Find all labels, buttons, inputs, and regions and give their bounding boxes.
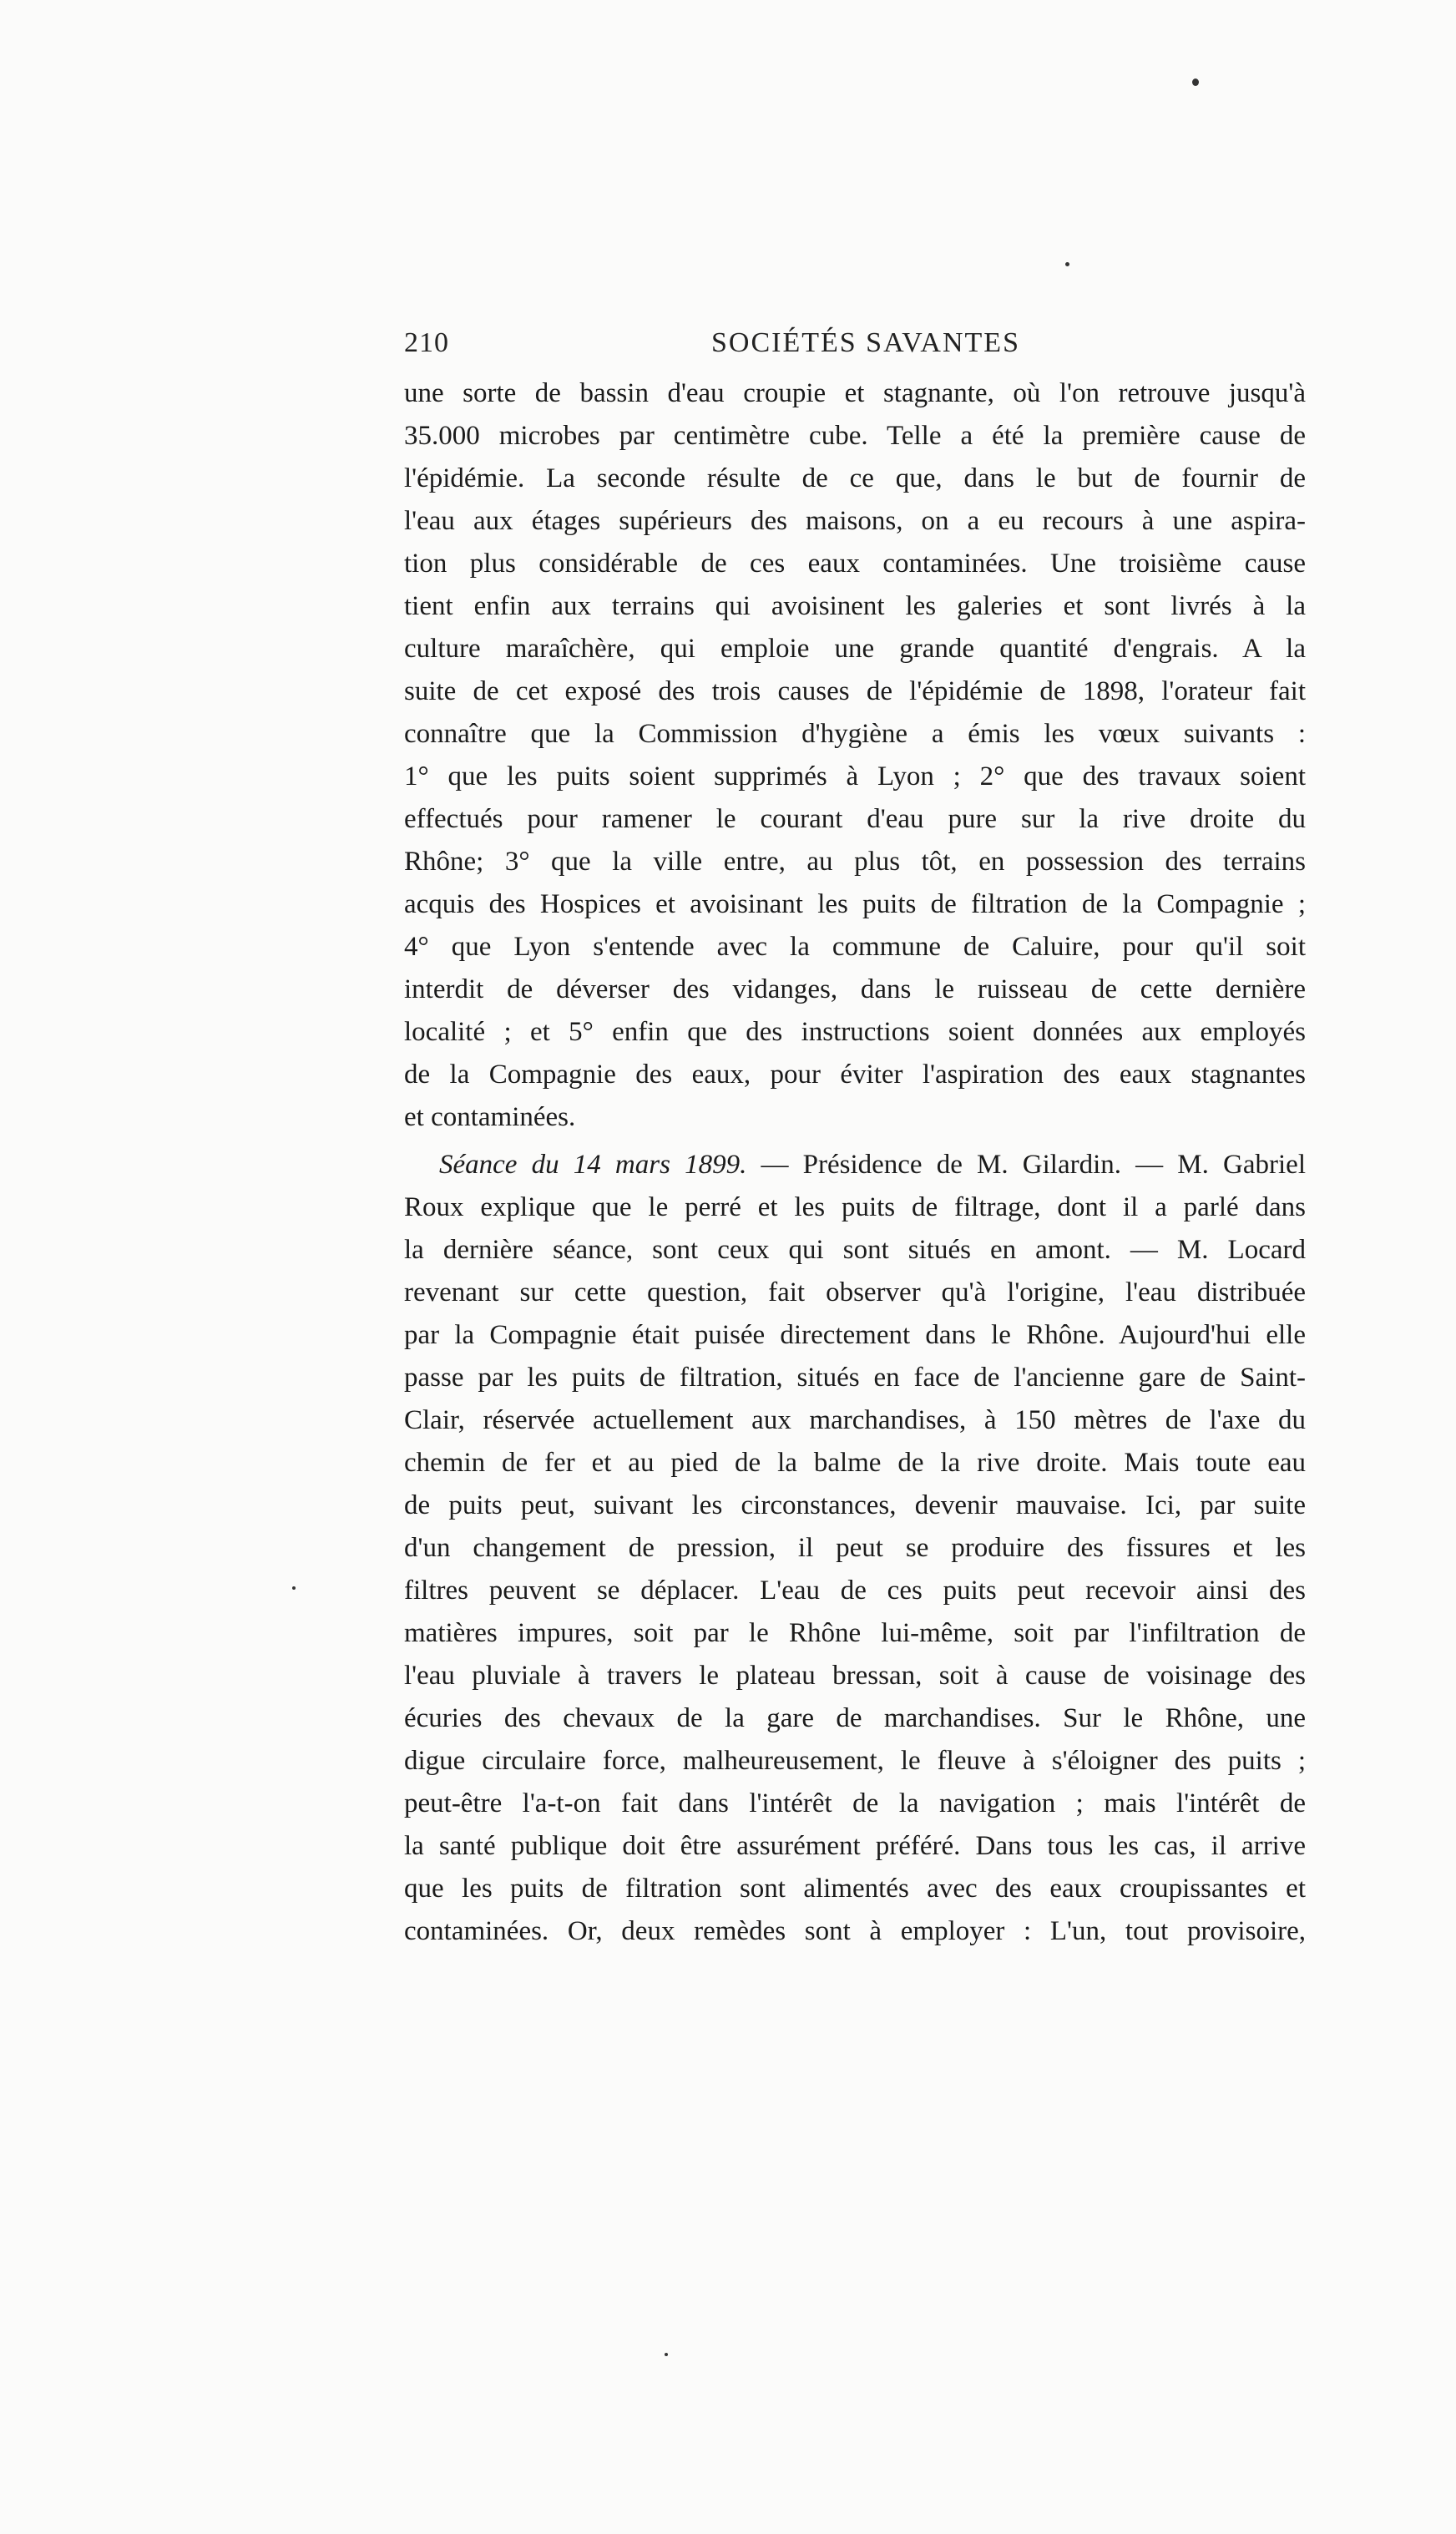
session-heading-line [404,1144,1306,1186]
text-line: Clair, réservée actuellement aux marchandises, à 150 mètres de l'axe du [404,1405,1306,1435]
session-label: Séance du 14 mars 1899. [439,1150,747,1180]
print-speck [292,1586,296,1590]
text-line: l'eau aux étages supérieurs des maisons, on a eu recours à une aspira- [404,506,1306,536]
text-line: filtres peuvent se déplacer. L'eau de ces puits peut recevoir ainsi des [404,1576,1306,1606]
text-line: une sorte de bassin d'eau croupie et stagnante, où l'on retrouve jusqu'à [404,378,1306,408]
print-speck [1192,78,1199,86]
text-line: Rhône; 3° que la ville entre, au plus tôt, en possession des terrains [404,847,1306,877]
text-line: localité ; et 5° enfin que des instructions soient données aux employés [404,1017,1306,1047]
text-line: de la Compagnie des eaux, pour éviter l'aspiration des eaux stagnantes [404,1060,1306,1090]
text-line: effectués pour ramener le courant d'eau pure sur la rive droite du [404,804,1306,834]
text-line: passe par les puits de filtration, situés en face de l'ancienne gare de Saint- [404,1363,1306,1393]
text-line: l'épidémie. La seconde résulte de ce que, dans le but de fournir de [404,463,1306,493]
paragraph-epidemic-causes [404,372,1306,1139]
text-line: contaminées. Or, deux remèdes sont à employer : L'un, tout provisoire, [404,1916,1306,1946]
text-line: écuries des chevaux de la gare de marchandises. Sur le Rhône, une [404,1703,1306,1733]
text-line: que les puits de filtration sont alimentés avec des eaux croupissantes et [404,1874,1306,1904]
text-line: interdit de déverser des vidanges, dans le ruisseau de cette dernière [404,974,1306,1004]
text-line: acquis des Hospices et avoisinant les puits de filtration de la Compagnie ; [404,889,1306,919]
page-number: 210 [404,327,449,358]
section-title: SOCIÉTÉS SAVANTES [711,327,1020,358]
print-speck [665,2353,668,2356]
paragraph-session-14-march [404,1144,1306,1953]
text-line: l'eau pluviale à travers le plateau bressan, soit à cause de voisinage des [404,1661,1306,1691]
text-line: d'un changement de pression, il peut se produire des fissures et les [404,1533,1306,1563]
text-line: matières impures, soit par le Rhône lui-même, soit par l'infiltration de [404,1618,1306,1648]
running-head [404,327,1306,374]
text-line: par la Compagnie était puisée directement dans le Rhône. Aujourd'hui elle [404,1320,1306,1350]
text-line: 4° que Lyon s'entende avec la commune de Caluire, pour qu'il soit [404,932,1306,962]
text-line: peut-être l'a-t-on fait dans l'intérêt de la navigation ; mais l'intérêt de [404,1788,1306,1818]
text-line: culture maraîchère, qui emploie une grande quantité d'engrais. A la [404,634,1306,664]
text-line: de puits peut, suivant les circonstances, devenir mauvaise. Ici, par suite [404,1490,1306,1520]
session-heading-rest: — Présidence de M. Gilardin. — M. Gabriel [746,1150,1306,1180]
print-speck [1065,262,1069,266]
text-line: revenant sur cette question, fait observer qu'à l'origine, l'eau distribuée [404,1277,1306,1307]
text-line: digue circulaire force, malheureusement, le fleuve à s'éloigner des puits ; [404,1746,1306,1776]
text-line: suite de cet exposé des trois causes de l'épidémie de 1898, l'orateur fait [404,676,1306,706]
text-line: 35.000 microbes par centimètre cube. Telle a été la première cause de [404,421,1306,451]
text-line: tion plus considérable de ces eaux contaminées. Une troisième cause [404,549,1306,579]
text-line: la santé publique doit être assurément préféré. Dans tous les cas, il arrive [404,1831,1306,1861]
text-line: tient enfin aux terrains qui avoisinent les galeries et sont livrés à la [404,591,1306,621]
text-line: et contaminées. [404,1102,576,1132]
text-line: connaître que la Commission d'hygiène a émis les vœux suivants : [404,719,1306,749]
text-line: Roux explique que le perré et les puits de filtrage, dont il a parlé dans [404,1192,1306,1222]
text-line: la dernière séance, sont ceux qui sont situés en amont. — M. Locard [404,1235,1306,1265]
text-line: chemin de fer et au pied de la balme de la rive droite. Mais toute eau [404,1448,1306,1478]
text-line: 1° que les puits soient supprimés à Lyon ; 2° que des travaux soient [404,761,1306,792]
